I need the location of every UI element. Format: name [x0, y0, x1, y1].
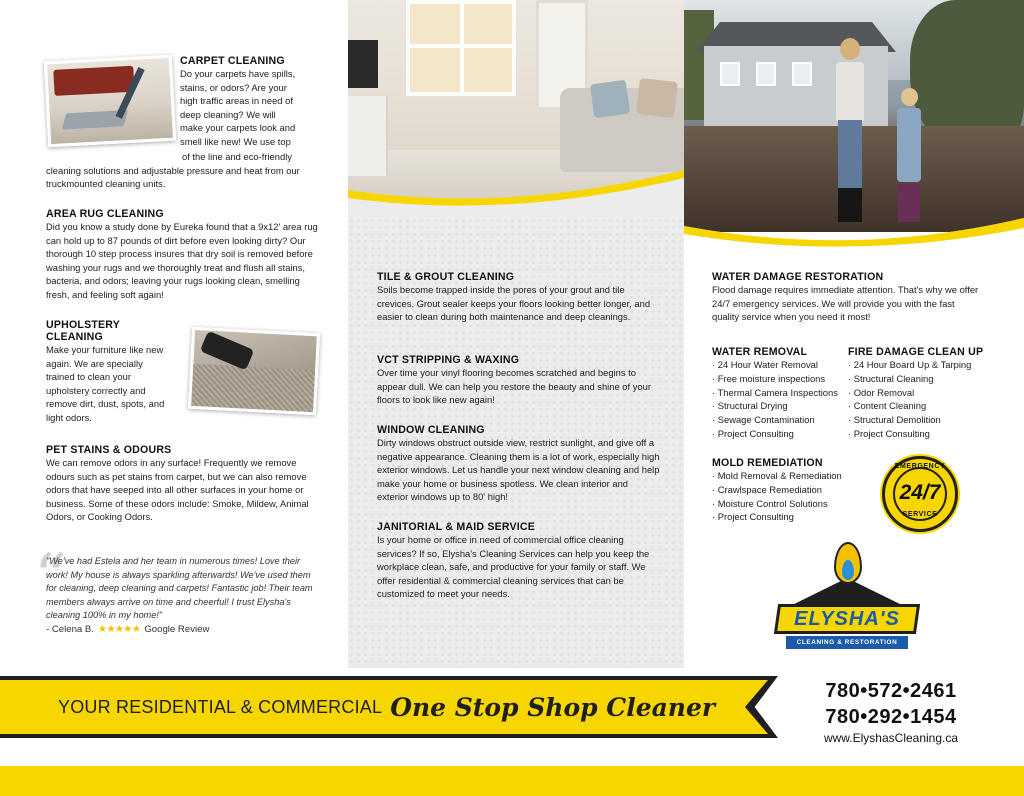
- water-damage-section: [712, 271, 980, 324]
- tile-grout-text: Soils become trapped inside the pores of your grout and tile crevices. Grout sealer keeps your floors looking better longer, and easier to clean during both maintenance and deep cleanings.: [377, 284, 651, 323]
- list-item: · Odor Removal: [848, 386, 915, 398]
- carpet-line: deep cleaning? We will: [180, 108, 276, 120]
- list-item: · Structural Demolition: [848, 414, 941, 426]
- carpet-cleaning-title: CARPET CLEANING: [180, 55, 285, 67]
- tile-grout-title: TILE & GROUT CLEANING: [377, 271, 515, 283]
- janitorial-section: [377, 521, 661, 601]
- area-rug-section: [46, 208, 318, 302]
- reviewer-name: - Celena B.: [46, 624, 94, 635]
- tagline-main: YOUR RESIDENTIAL & COMMERCIAL: [58, 696, 383, 717]
- list-item: · Thermal Camera Inspections: [712, 386, 838, 398]
- logo-subtitle: CLEANING & RESTORATION: [786, 636, 908, 649]
- phone-number-2[interactable]: 780•292•1454: [825, 706, 957, 728]
- window-cleaning-section: [377, 424, 661, 504]
- tagline: [58, 680, 715, 734]
- carpet-line: smell like new! We use top: [180, 135, 291, 147]
- list-item: · 24 Hour Water Removal: [712, 359, 818, 370]
- vct-text: Over time your vinyl flooring becomes scratched and begins to appear dull. We can help you restore the beauty and shine of your floors to look like new again!: [377, 367, 651, 406]
- tagline-script: One Stop Shop Cleaner: [390, 692, 716, 722]
- list-item: · Project Consulting: [712, 511, 794, 523]
- list-item: · Mold Removal & Remediation: [712, 470, 842, 481]
- carpet-cleaning-section: [180, 55, 320, 149]
- emergency-24-7-badge: [882, 456, 958, 532]
- upholstery-title-line2: CLEANING: [46, 331, 103, 343]
- water-removal-title: WATER REMOVAL: [712, 346, 808, 358]
- carpet-line: Do your carpets have spills,: [180, 68, 296, 79]
- upholstery-cleaning-photo: [188, 327, 320, 416]
- upholstery-title-line1: UPHOLSTERY: [46, 319, 121, 331]
- mold-section: [712, 457, 862, 524]
- bottom-yellow-bar: [0, 766, 1024, 796]
- five-star-rating-icon: ★★★★★: [98, 624, 141, 635]
- review-source: Google Review: [144, 624, 210, 635]
- water-removal-section: [712, 346, 846, 441]
- upholstery-line: again. We are specially: [46, 357, 143, 369]
- carpet-line: make your carpets look and: [180, 122, 296, 134]
- list-item: · Project Consulting: [712, 427, 794, 439]
- fire-damage-list: [848, 358, 990, 441]
- mold-title: MOLD REMEDIATION: [712, 457, 823, 469]
- logo-water-drop-icon: [842, 560, 854, 580]
- living-room-photo: [348, 0, 684, 200]
- upholstery-line: remove dirt, dust, spots, and: [46, 398, 165, 410]
- testimonial-text: "We've had Estela and her team in numerous times! Love their work! My house is always sparkling afterwards! We've used them for cleaning, deep cleaning and carpets! Fantastic job! Their team members always arrive on time and cheerful! I trust Elysha's cleaning 100% in my home!": [46, 556, 313, 621]
- list-item: · Structural Drying: [712, 400, 788, 412]
- fire-damage-title: FIRE DAMAGE CLEAN UP: [848, 346, 984, 358]
- carpet-cleaning-photo: [44, 55, 176, 148]
- badge-main-text: 24/7: [899, 481, 941, 504]
- janitorial-title: JANITORIAL & MAID SERVICE: [377, 521, 536, 533]
- fire-damage-section: [848, 346, 990, 441]
- janitorial-text: Is your home or office in need of commercial office cleaning services? If so, Elysha's Cleaning Services can help you keep the workplace clean, safe, and productive for your family or staff. We offer residential & commercial cleaning services that can be customized to meet your needs.: [377, 534, 650, 600]
- website-link[interactable]: www.ElyshasCleaning.ca: [823, 731, 959, 745]
- water-damage-title: WATER DAMAGE RESTORATION: [712, 271, 884, 283]
- list-item: · Structural Cleaning: [848, 372, 934, 384]
- upholstery-line: trained to clean your: [46, 371, 131, 383]
- vct-section: [377, 354, 661, 407]
- contact-info: [808, 678, 974, 746]
- logo-name: ELYSHA'S: [794, 608, 900, 630]
- carpet-line: stains, or odors? Are your: [180, 81, 287, 93]
- area-rug-title: AREA RUG CLEANING: [46, 208, 164, 220]
- window-cleaning-title: WINDOW CLEANING: [377, 424, 485, 436]
- list-item: · 24 Hour Board Up & Tarping: [848, 359, 972, 370]
- window-cleaning-text: Dirty windows obstruct outside view, restrict sunlight, and give off a negative appearance. Cleaning them is a lot of work, especially high exterior windows. Let us handle your next window cleaning and help make your home or business spotless. We clean interior and exterior windows up to 80' high!: [377, 437, 660, 503]
- list-item: · Crawlspace Remediation: [712, 483, 822, 495]
- carpet-line: high traffic areas in need of: [180, 95, 293, 107]
- water-damage-text: Flood damage requires immediate attention. That's why we offer 24/7 emergency services. We will provide you with the fast quality service when you need it most!: [712, 284, 979, 323]
- pet-stains-text: We can remove odors in any surface! Frequently we remove odours such as pet stains from carpet, but we can also remove odors that have seeped into all other surfaces in your home or business. Some of these odors include: Smoke, Mildew, Animal Odors, or Cooking Odors.: [46, 457, 309, 523]
- badge-top-text: EMERGENCY: [894, 463, 946, 470]
- carpet-tail-text: cleaning solutions and adjustable pressure and heat from our truckmounted cleaning units.: [46, 164, 300, 190]
- pet-stains-title: PET STAINS & ODOURS: [46, 444, 172, 456]
- upholstery-line: upholstery correctly and: [46, 384, 146, 396]
- phone-number-1[interactable]: 780•572•2461: [825, 680, 957, 702]
- tile-grout-section: [377, 271, 661, 324]
- pet-stains-section: [46, 444, 318, 524]
- vct-title: VCT STRIPPING & WAXING: [377, 354, 520, 366]
- water-removal-list: [712, 358, 846, 441]
- list-item: · Content Cleaning: [848, 400, 927, 412]
- carpet-cleaning-tail: [46, 150, 318, 191]
- list-item: · Project Consulting: [848, 427, 930, 439]
- badge-bottom-text: SERVICE: [902, 511, 938, 518]
- upholstery-section: [46, 319, 186, 425]
- testimonial-author: [46, 624, 209, 635]
- upholstery-line: Make your furniture like new: [46, 344, 164, 355]
- area-rug-text: Did you know a study done by Eureka found that a 9x12' area rug can hold up to 87 pounds of dirt before even looking dirty? Our thorough 10 step process insures that dry soil is removed before washing your rugs and we thoroughly treat and flush all stains, bacteria, and odors; leaving your rugs looking clean, smelling fresh, and feeling soft again!: [46, 221, 318, 300]
- upholstery-line: light odors.: [46, 411, 92, 423]
- list-item: · Moisture Control Solutions: [712, 497, 828, 509]
- company-logo: [776, 542, 918, 658]
- mold-list: [712, 469, 862, 524]
- quote-mark-icon: “: [34, 541, 67, 615]
- flood-photo: [684, 0, 1024, 232]
- list-item: · Free moisture inspections: [712, 372, 826, 384]
- list-item: · Sewage Contamination: [712, 414, 815, 426]
- carpet-line: of the line and eco-friendly: [182, 151, 292, 162]
